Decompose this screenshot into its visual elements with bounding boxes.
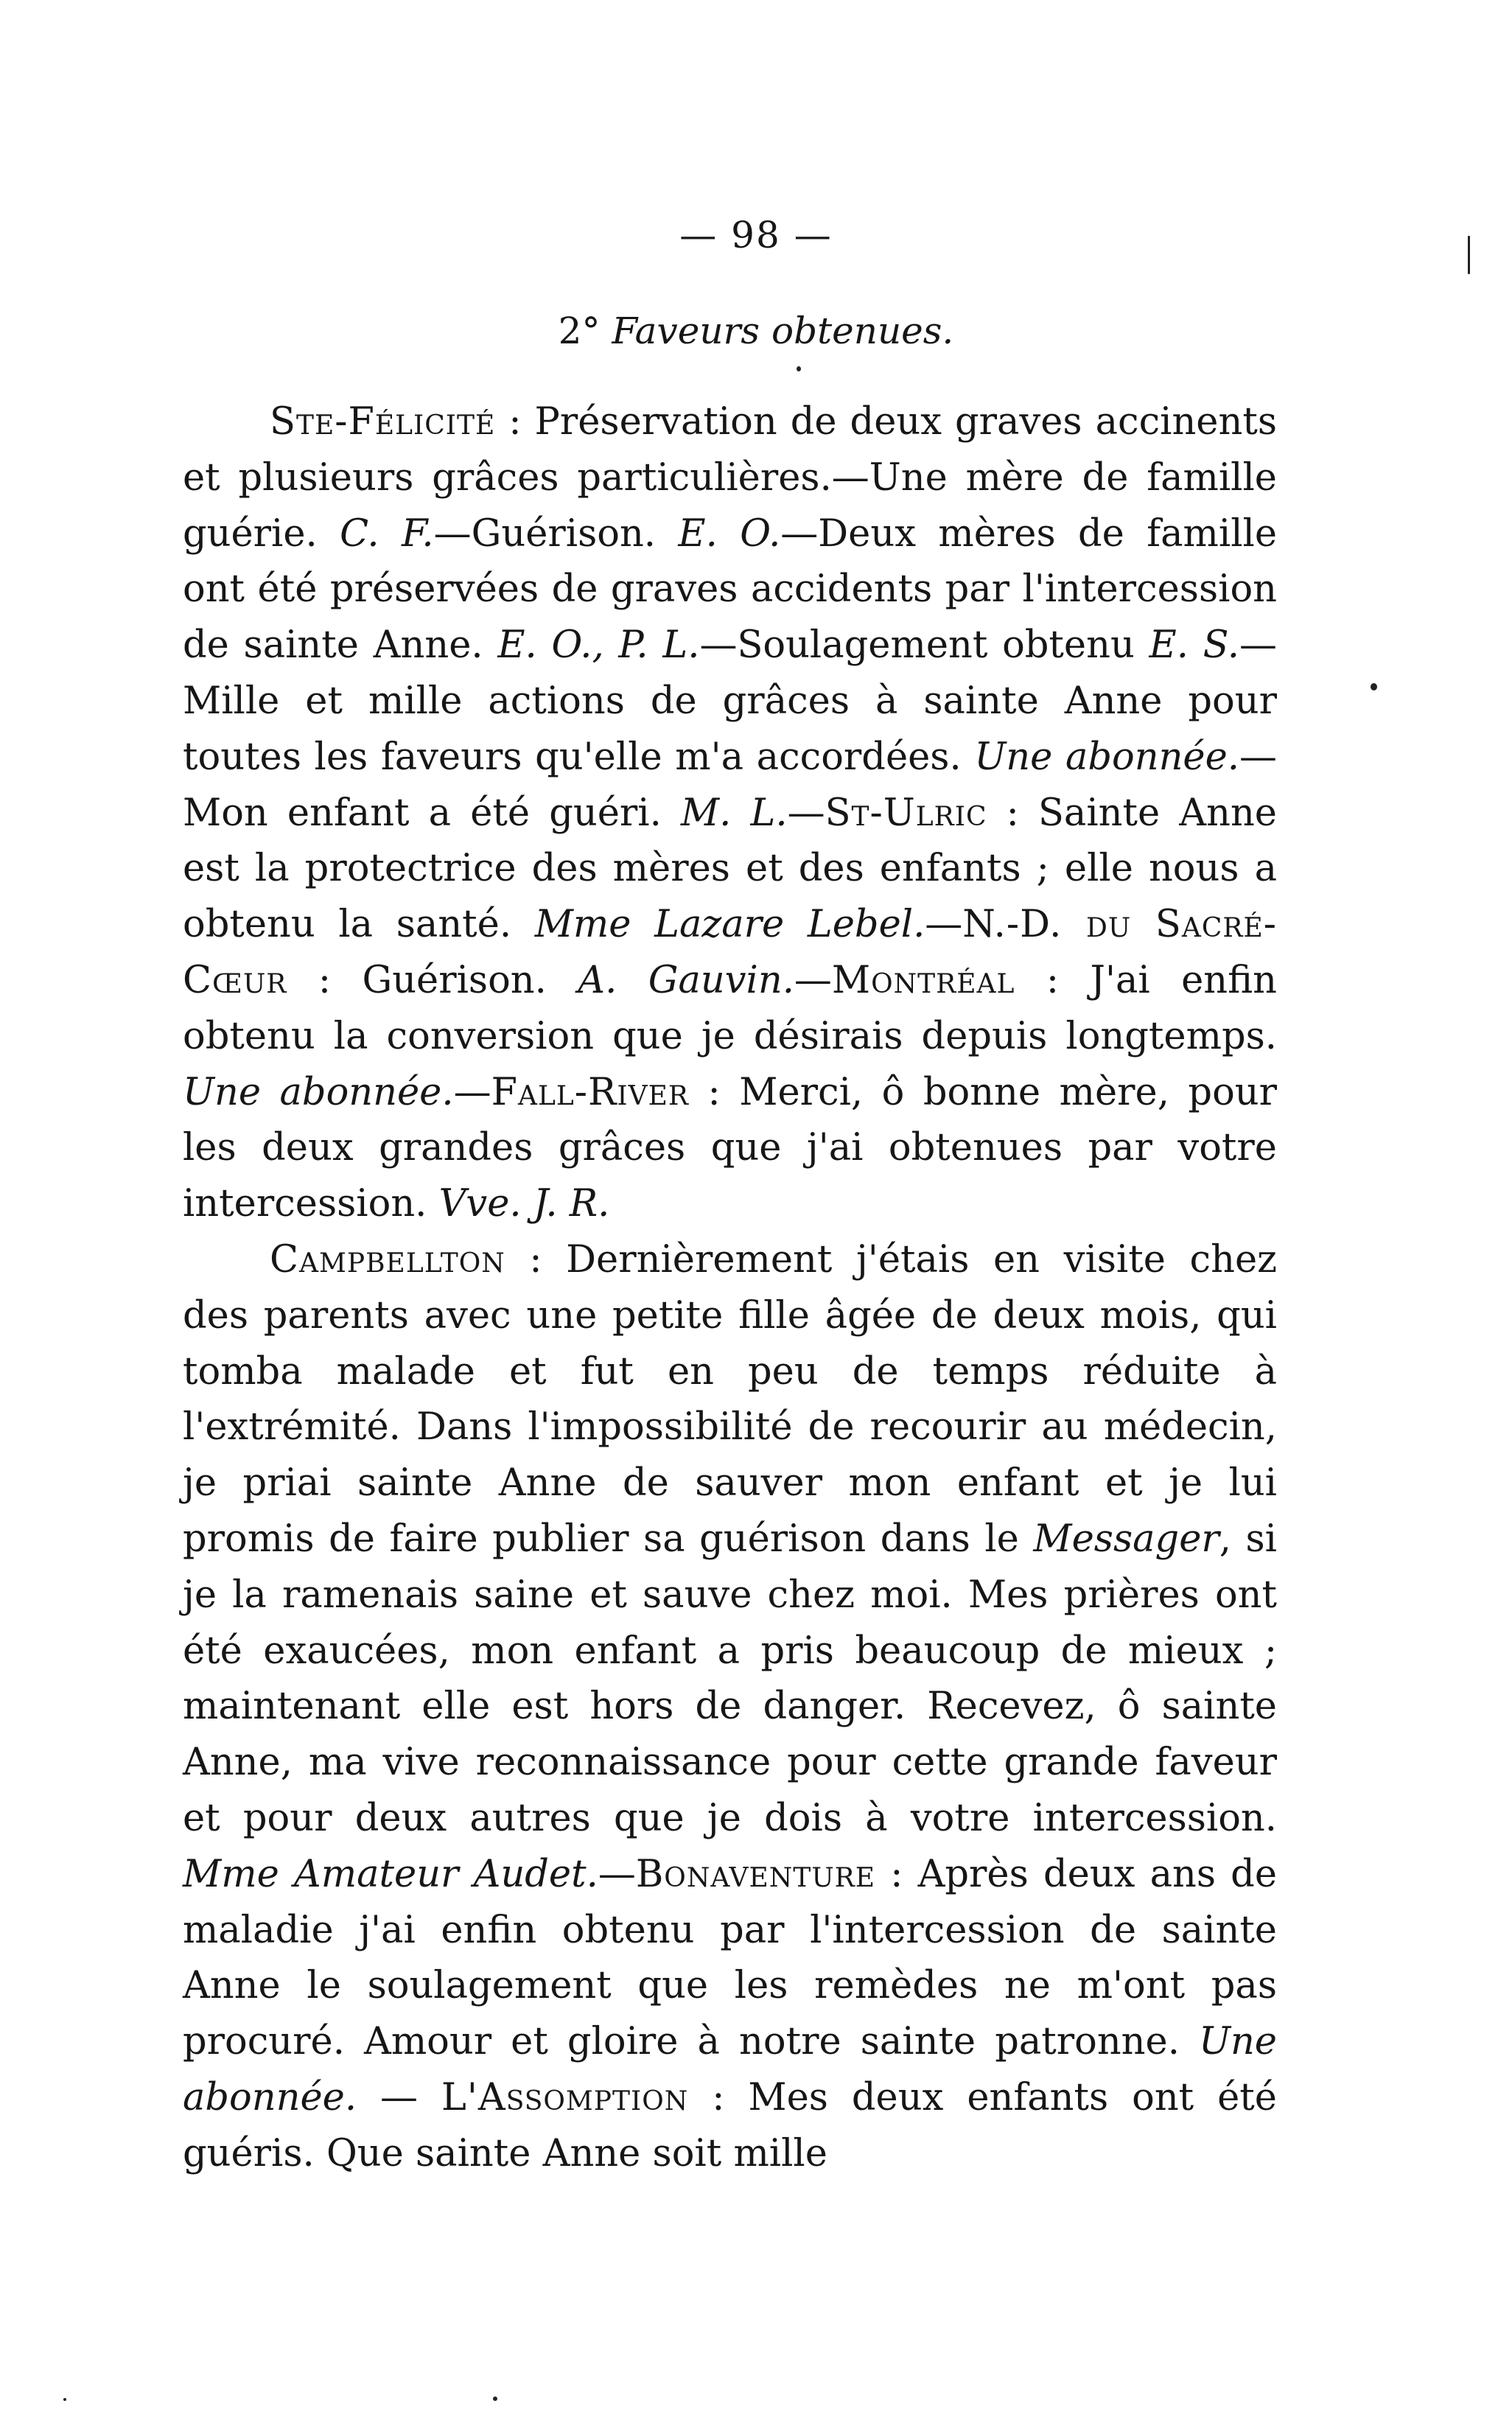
signature: Une abonnée. bbox=[974, 735, 1239, 779]
signature: E. O. bbox=[678, 511, 781, 556]
place-nd-du-sacre-coeur: N.-D. du Sacré-Cœur bbox=[183, 903, 1277, 1002]
signature: M. L. bbox=[680, 791, 788, 835]
testimony-text: —Deux mères de famille ont été préservées de graves accidents par l'intercession de sainte Anne. bbox=[183, 511, 1278, 668]
ink-speck bbox=[1371, 683, 1377, 691]
paragraph-2 bbox=[183, 1232, 1277, 2182]
ink-speck bbox=[797, 366, 801, 371]
place-bonaventure: Bonaventure bbox=[635, 1852, 876, 1896]
dash: — bbox=[794, 958, 832, 1002]
section-title: Faveurs obtenues. bbox=[612, 310, 954, 352]
place-campbellton: Campbellton bbox=[270, 1237, 505, 1282]
testimony-text: : Dernièrement j'étais en visite chez des parents avec une petite fille âgée de deux mois, qui tomba malade et fut en peu de temps réduite à l'extrémité. Dans l'impossibilité de recourir au médecin, je priai sainte Anne de sauver mon enfant et je lui promis de faire publier sa guérison dans le bbox=[183, 1237, 1277, 1561]
signature: E. O., P. L. bbox=[497, 623, 700, 668]
ink-speck bbox=[1468, 236, 1470, 274]
signature: Une abonnée. bbox=[183, 1070, 454, 1114]
testimony-text: —Mon enfant a été guéri. bbox=[183, 735, 1277, 835]
signature: Vve. J. R. bbox=[438, 1182, 610, 1226]
dash: — bbox=[925, 903, 963, 947]
testimony-text: : Après deux ans de maladie j'ai enfin obtenu par l'intercession de sainte Anne le soulagement que les remèdes ne m'ont pas procuré. Amour et gloire à notre sainte patronne. bbox=[183, 1852, 1277, 2064]
testimony-text: : Préservation de deux graves accinents et plusieurs grâces particulières.—Une mère de famille guérie. bbox=[183, 400, 1277, 556]
testimony-text: : Mes deux enfants ont été guéris. Que sainte Anne soit mille bbox=[183, 2075, 1277, 2175]
signature: A. Gauvin. bbox=[578, 958, 794, 1002]
section-number: 2° bbox=[558, 310, 612, 352]
dash: — bbox=[453, 1070, 491, 1114]
publication-title: Messager bbox=[1033, 1517, 1219, 1561]
dash: — bbox=[357, 2075, 441, 2119]
place-ste-felicite: Ste-Félicité bbox=[270, 400, 496, 444]
page-number: — 98 — bbox=[679, 214, 833, 256]
signature: Mme Lazare Lebel. bbox=[534, 903, 925, 947]
dash: — bbox=[598, 1852, 636, 1896]
place-montreal: Montréal bbox=[831, 958, 1015, 1002]
ink-speck bbox=[63, 2398, 66, 2401]
dash: — bbox=[787, 791, 825, 835]
signature: C. F. bbox=[340, 511, 434, 556]
signature: E. S. bbox=[1149, 623, 1240, 668]
testimony-text: : Guérison. bbox=[287, 958, 578, 1002]
testimony-text: : Sainte Anne est la protectrice des mères et des enfants ; elle nous a obtenu la santé. bbox=[183, 791, 1277, 947]
place-fall-river: Fall-River bbox=[491, 1070, 689, 1114]
ink-speck bbox=[493, 2397, 497, 2401]
signature: Une abonnée. bbox=[183, 2020, 1277, 2119]
place-st-ulric: St-Ulric bbox=[825, 791, 987, 835]
place-lassomption: L'Assomption bbox=[441, 2075, 689, 2119]
testimony-text: : J'ai enfin obtenu la conversion que je désirais depuis longtemps. bbox=[183, 958, 1277, 1058]
body-text bbox=[183, 394, 1277, 2182]
section-heading bbox=[0, 310, 1512, 352]
testimony-text: —Soulagement obtenu bbox=[699, 623, 1149, 668]
paragraph-1 bbox=[183, 394, 1277, 1232]
testimony-text: —Mille et mille actions de grâces à sainte Anne pour toutes les faveurs qu'elle m'a accordées. bbox=[183, 623, 1278, 779]
testimony-text: : Merci, ô bonne mère, pour les deux grandes grâces que j'ai obtenues par votre intercession. bbox=[183, 1070, 1278, 1226]
testimony-text: —Guérison. bbox=[433, 511, 679, 556]
signature: Mme Amateur Audet. bbox=[183, 1852, 598, 1896]
testimony-text: , si je la ramenais saine et sauve chez moi. Mes prières ont été exaucées, mon enfant a pris beaucoup de mieux ; maintenant elle est hors de danger. Recevez, ô sainte Anne, ma vive reconnaissance pour cette grande faveur et pour deux autres que je dois à votre intercession. bbox=[183, 1517, 1277, 1840]
